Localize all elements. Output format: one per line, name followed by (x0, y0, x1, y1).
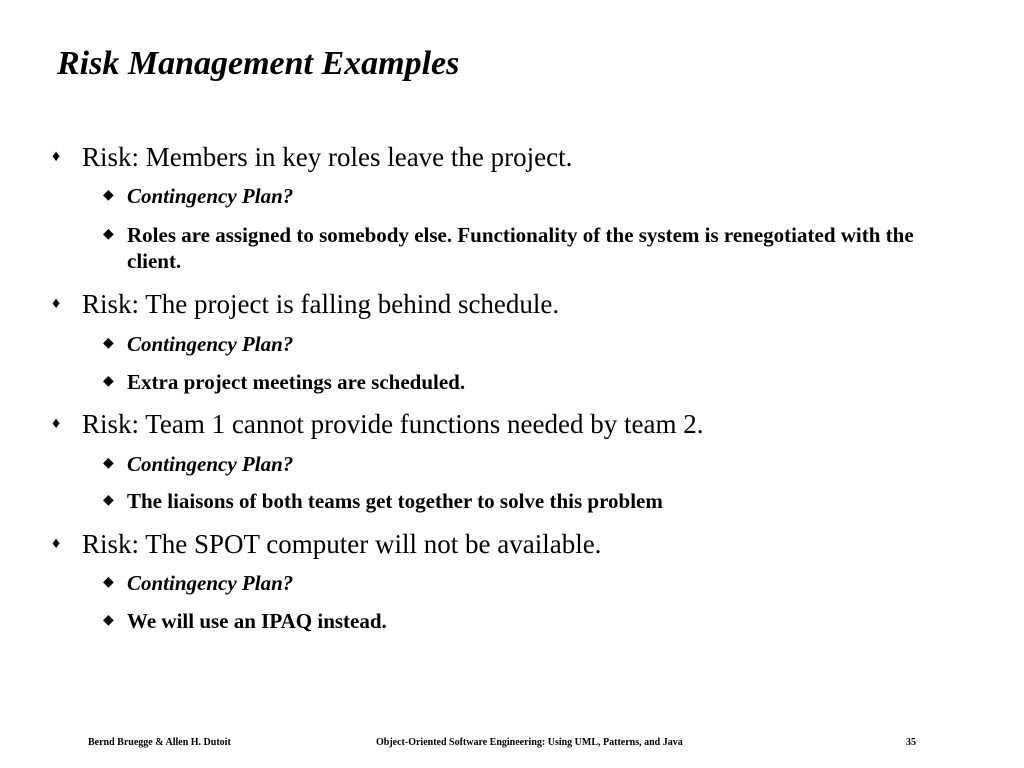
footer-book-title: Object-Oriented Software Engineering: Using UML, Patterns, and Java (376, 737, 683, 748)
risk-text: Risk: The SPOT computer will not be available. (82, 529, 602, 559)
diamond-sub-bullet-icon: ◆ (103, 227, 114, 242)
diamond-sub-bullet-icon: ◆ (103, 493, 114, 508)
contingency-question-text: Contingency Plan? (127, 571, 294, 595)
contingency-question-text: Contingency Plan? (127, 184, 294, 208)
contingency-answer-text: The liaisons of both teams get together to solve this problem (127, 489, 663, 513)
diamond-sub-bullet-icon: ◆ (103, 374, 114, 389)
diamond-sub-bullet-icon: ◆ (103, 575, 114, 590)
risk-text: Risk: Team 1 cannot provide functions needed by team 2. (82, 409, 704, 439)
diamond-bullet-icon: ♦ (52, 295, 61, 312)
contingency-answer-text: We will use an IPAQ instead. (127, 609, 387, 633)
slide-title: Risk Management Examples (57, 45, 460, 82)
contingency-question-text: Contingency Plan? (127, 452, 294, 476)
diamond-sub-bullet-icon: ◆ (103, 613, 114, 628)
diamond-bullet-icon: ♦ (52, 535, 61, 552)
contingency-question-text: Contingency Plan? (127, 332, 294, 356)
footer-authors: Bernd Bruegge & Allen H. Dutoit (88, 737, 231, 748)
diamond-bullet-icon: ♦ (52, 148, 61, 165)
diamond-bullet-icon: ♦ (52, 415, 61, 432)
diamond-sub-bullet-icon: ◆ (103, 456, 114, 471)
footer-page-number: 35 (906, 737, 916, 748)
risk-text: Risk: The project is falling behind schedule. (82, 289, 560, 319)
diamond-sub-bullet-icon: ◆ (103, 336, 114, 351)
contingency-answer-text: Roles are assigned to somebody else. Functionality of the system is renegotiated with the client. (127, 223, 914, 273)
contingency-answer-text: Extra project meetings are scheduled. (127, 370, 466, 394)
diamond-sub-bullet-icon: ◆ (103, 188, 114, 203)
risk-text: Risk: Members in key roles leave the project. (82, 142, 573, 172)
